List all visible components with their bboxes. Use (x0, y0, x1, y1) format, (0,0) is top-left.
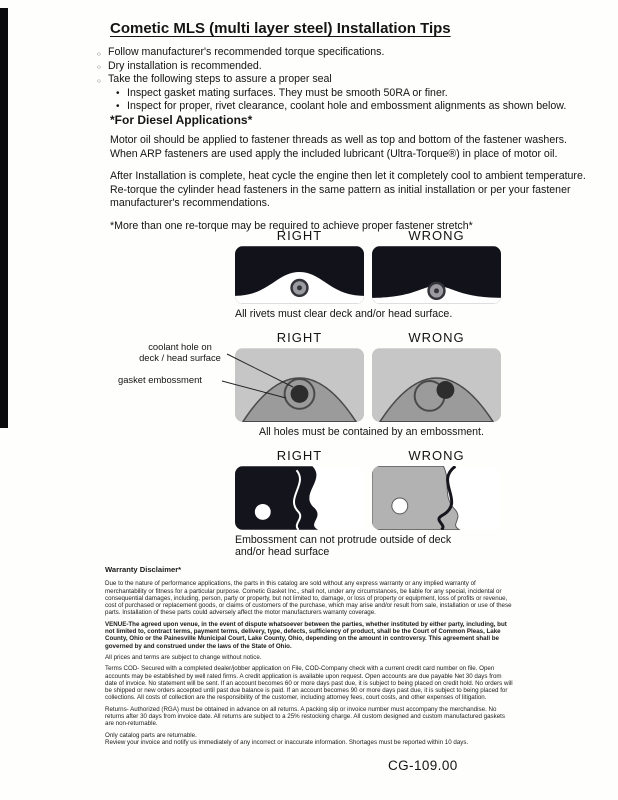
returns-paragraph: Returns- Authorized (RGA) must be obtained in advance on all returns. A packing slip or invoice number must accompany the merchandise. No returns after 30 days from invoice date. All returns are subject to a 25% restocking charge. All custom designed and custom manufactured gaskets are non-returnable. (105, 705, 505, 728)
gasket-embossment-callout: gasket embossment (118, 374, 202, 385)
rivet-wrong-diagram (372, 246, 501, 304)
diesel-paragraph-1: Motor oil should be applied to fastener threads as well as top and bottom of the fastener washers. When ARP fasteners are used apply the included lubricant (Ultra-Torque®) in place of motor oil. (110, 134, 567, 160)
returnable-paragraph: Only catalog parts are returnable. (105, 731, 197, 739)
prices-paragraph: All prices and terms are subject to change without notice. (105, 653, 262, 661)
right-heading: RIGHT (276, 330, 323, 345)
terms-paragraph: Terms COD- Secured with a completed dealer/jobber application on File, COD-Company check with a current credit card number on file. Open accounts may be established by well rated firms. A credit application is available upon request. Open accounts are due payable Net 30 days from date of invoice. No statement will be sent. If an account becomes 60 or more days past due, it is subject to being placed on credit hold. No orders will be shipped or new orders accepted until past due balance is paid. If an account becomes 90 or more days past due, it is subject to being placed for collections. All costs of collection are the responsibility of the customer, including attorney fees, court costs, and other expenses of litigation. (105, 665, 513, 702)
left-bleed-bar (0, 8, 8, 428)
venue-paragraph: VENUE-The agreed upon venue, in the event of dispute whatsoever between the parties, whether instituted by either party, including, but not limited to, contract terms, payment terms, delivery, type, defects, sufficiency of product, shall be the Court of Common Pleas, Lake County, Ohio or the Painesville Municipal Court, Lake County, Ohio, depending on the amount in controversy. This agreement shall be governed by and construed under the laws of the State of Ohio. (105, 620, 507, 650)
wrong-heading: WRONG (408, 330, 465, 345)
warranty-heading: Warranty Disclaimer* (105, 565, 182, 574)
tip-subitem: • Inspect gasket mating surfaces. They must be smooth 50RA or finer. (116, 87, 577, 101)
embossment-wrong-diagram (372, 466, 501, 530)
review-invoice-paragraph: Review your invoice and notify us immediately of any incorrect or inaccurate information. Shortages must be reported within 10 days. (105, 738, 469, 746)
wrong-heading: WRONG (408, 448, 465, 463)
coolant-hole-wrong-diagram (372, 348, 501, 422)
retorque-note: *More than one re-torque may be required to achieve proper fastener stretch* (110, 220, 473, 233)
right-heading: RIGHT (276, 228, 323, 243)
diagram-row-embossment (235, 448, 501, 558)
diesel-paragraph-2: After Installation is complete, heat cycle the engine then let it completely cool to ambient temperature. Re-torque the cylinder head fasteners in the same pattern as initial installation or per your fastener manufacturer's recommendations. (110, 170, 586, 210)
right-heading: RIGHT (276, 448, 323, 463)
page-title: Cometic MLS (multi layer steel) Installation Tips (110, 20, 451, 37)
rivet-caption: All rivets must clear deck and/or head surface. (235, 308, 453, 320)
page-code: CG-109.00 (388, 758, 458, 773)
tip-item: ○ Take the following steps to assure a proper seal (97, 73, 577, 87)
diagram-row-holes (235, 330, 501, 438)
embossment-right-diagram (235, 466, 364, 530)
diagram-row-rivets (235, 228, 501, 320)
coolant-hole-callout-line2: deck / head surface (139, 352, 221, 363)
holes-caption: All holes must be contained by an embossment. (259, 426, 484, 438)
embossment-caption: Embossment can not protrude outside of deck and/or head surface (235, 534, 452, 558)
rivet-right-diagram (235, 246, 364, 304)
warranty-disclaimer-section (105, 566, 515, 750)
coolant-hole-callout (134, 341, 226, 363)
wrong-heading: WRONG (408, 228, 465, 243)
diagram-section (235, 228, 501, 568)
diesel-applications-section (110, 114, 596, 243)
diesel-heading: *For Diesel Applications* (110, 113, 253, 127)
tip-item: ○ Follow manufacturer's recommended torque specifications. (97, 46, 577, 60)
tip-subitem: • Inspect for proper, rivet clearance, coolant hole and embossment alignments as shown below. (116, 100, 577, 114)
tip-item: ○ Dry installation is recommended. (97, 60, 577, 74)
coolant-hole-callout-line1: coolant hole on (148, 341, 212, 352)
coolant-hole-right-diagram (235, 348, 364, 422)
installation-tips-list (97, 46, 577, 114)
warranty-paragraph: Due to the nature of performance applications, the parts in this catalog are sold without any express warranty or any implied warranty of merchantability or fitness for a particular purpose. Cometic Gasket Inc., shall not, under any circumstances, be liable for any special, incidental or consequential damages, including, person, party or property, but not limited to, damage, or loss of property or equipment, loss of profits or revenue, cost of purchased or replacement goods, or claims of customers of the purchase, which may arise and/or result from sale, installation or use of these parts. Installation of these parts could adversely affect the motor manufacturers warranty coverage. (105, 580, 512, 617)
